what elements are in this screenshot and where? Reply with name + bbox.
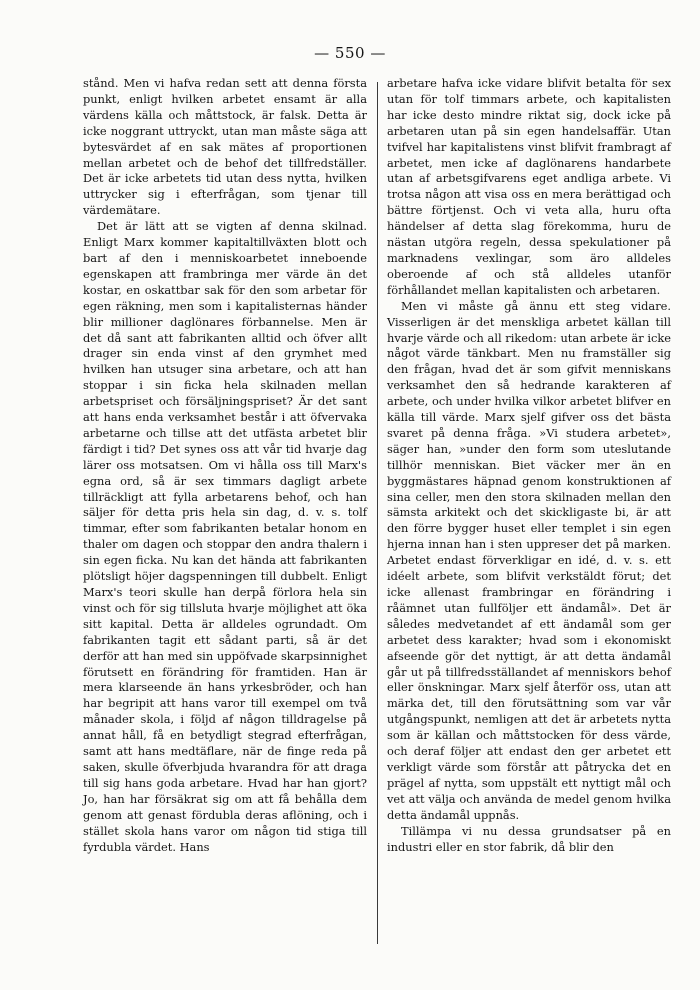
paragraph: Tillämpa vi nu dessa grundsatser på en industri eller en stor fabrik, då blir den	[387, 823, 671, 854]
right-column	[387, 76, 671, 855]
page-number: — 550 —	[314, 44, 386, 62]
paragraph: Men vi måste gå ännu ett steg vidare. Visserligen är det menskliga arbetet källan till hvarje värde och all rikedom: utan arbete är icke något värde tänkbart. Men nu framställer sig den frågan, hvad det är som gifvit menniskans verksamhet den så hedrande karakteren af arbete, och under hvilka vilkor arbetet blifver en källa till värde. Marx sjelf gifver oss det bästa svaret på denna fråga. »Vi studera arbetet», säger han, »under den form som uteslutande tillhör menniskan. Biet väcker mer än en byggmästares häpnad genom konstruktionen af sina celler, men den stora skilnaden mellan den sämsta arkitekt och det skickligaste bi, är att den förre bygger huset eller templet i sin egen hjerna innan han i sten uppreser det på marken. Arbetet endast förverkligar en idé, d. v. s. ett idéelt arbete, som blifvit verkstäldt förut; det icke allenast frambringar en förändring i råämnet utan fullföljer ett ändamål». Det är således medvetandet af ett ändamål som ger arbetet dess karakter; hvad som i ekonomiskt afseende gör det nyttigt, är att detta ändamål går ut på tillfredsställandet af menniskors behof eller önskningar. Marx sjelf återför oss, utan att märka det, till den förutsättning som var vår utgångspunkt, nemligen att det är arbetets nytta som är källan och måttstocken för dess värde, och deraf följer att endast den ger arbetet ett verkligt värde som förstår att påtrycka det en prägel af nytta, som uppstält ett nyttigt mål och vet att välja och använda de medel genom hvilka detta ändamål uppnås.	[387, 298, 671, 822]
column-divider	[377, 82, 378, 944]
paragraph: Det är lätt att se vigten af denna skilnad. Enligt Marx kommer kapitaltillväxten blott och bart af den i menniskoarbetet inneboende egenskapen att frambringa mer värde än det kostar, en oskattbar sak för den som arbetar för egen räkning, men som i kapitalisternas händer blir millioner daglönares förbannelse. Men är det då sant att fabrikanten alltid och öfver allt drager sin enda vinst af den grymhet med hvilken han utsuger sina arbetare, och att han stoppar i sin ficka hela skilnaden mellan arbetspriset och försäljningspriset? Är det sant att hans enda verksamhet består i att öfvervaka arbetarne och tillse att det utfästa arbetet blir färdigt i tid? Det synes oss att vår tid hvarje dag lärer oss motsatsen. Om vi hålla oss till Marx's egna ord, så är sex timmars dagligt arbete tillräckligt att fylla arbetarens behof, och han säljer för detta pris hela sin dag, d. v. s. tolf timmar, efter som fabrikanten betalar honom en thaler om dagen och stoppar den andra thalern i sin egen ficka. Nu kan det hända att fabrikanten plötsligt höjer dagspenningen till dubbelt. Enligt Marx's teori skulle han derpå förlora hela sin vinst och för sig tillsluta hvarje möjlighet att öka sitt kapital. Detta är alldeles ogrundadt. Om fabrikanten tagit ett sådant parti, så är det derför att han med sin uppöfvade skarpsinnighet förutsett en förändring för framtiden. Han är mera klarseende än hans yrkesbröder, och han har begripit att hans varor till exempel om två månader skola, i följd af någon tilldragelse på annat håll, få en betydligt stegrad efterfrågan, samt att hans medtäflare, när de finge reda på saken, skulle öfverbjuda hvarandra för att draga till sig hans goda arbetare. Hvad har han gjort? Jo, han har försäkrat sig om att få behålla dem genom att genast fördubla deras aflöning, och i stället skola hans varor om någon tid stiga till fyrdubla värdet. Hans	[83, 219, 367, 854]
left-column	[83, 76, 367, 855]
paragraph: arbetare hafva icke vidare blifvit betalta för sex utan för tolf timmars arbete, och kapitalisten har icke desto mindre riktat sig, dock icke på arbetaren utan på sin egen handelsaffär. Utan tvifvel har kapitalistens vinst blifvit frambragt af arbetet, men icke af daglönarens handarbete utan af arbetsgifvarens eget andliga arbete. Vi trotsa någon att visa oss en mera berättigad och bättre förtjenst. Och vi veta alla, huru ofta händelser af detta slag förekomma, huru de nästan utgöra regeln, dessa spekulationer på marknadens vexlingar, som äro alldeles oberoende af och stå alldeles utanför förhållandet mellan kapitalisten och arbetaren.	[387, 76, 671, 297]
paragraph: stånd. Men vi hafva redan sett att denna första punkt, enligt hvilken arbetet ensamt är alla värdens källa och måttstock, är falsk. Detta är icke noggrant uttryckt, utan man måste säga att bytesvärdet af en sak mätes af proportionen mellan arbetet och de behof det tillfredställer. Det är icke arbetets tid utan dess nytta, hvilken uttrycker sig i efterfrågan, som tjenar till värdemätare.	[83, 76, 367, 218]
